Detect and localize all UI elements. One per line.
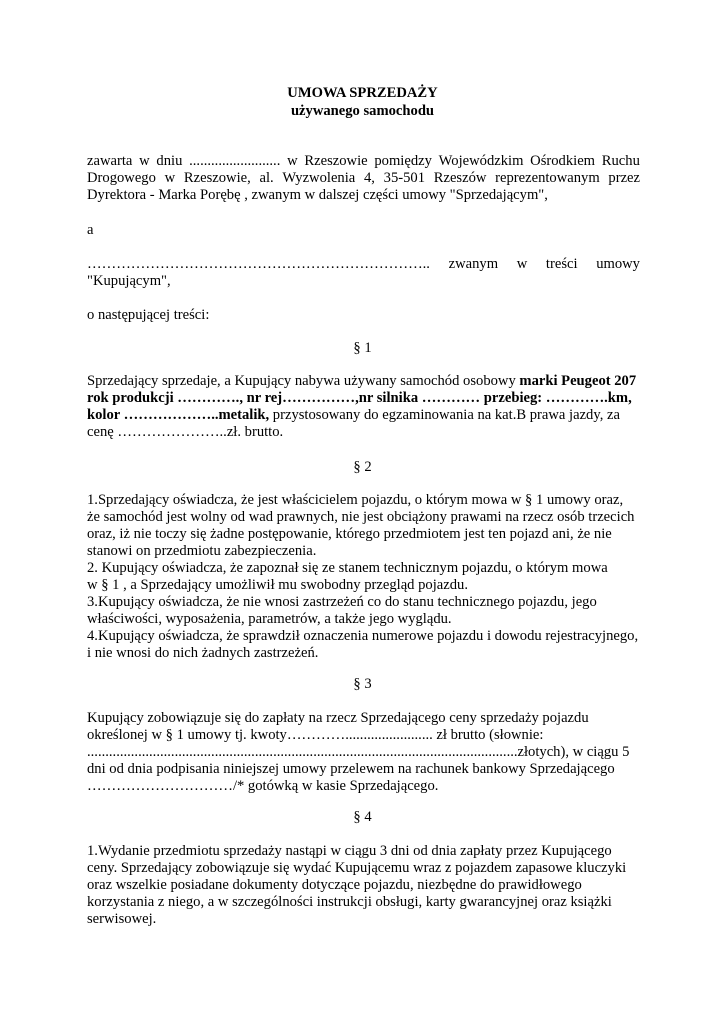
text-line: właściwości, wyposażenia, parametrów, a także jego wyglądu. — [87, 611, 452, 627]
text-line: ceny. Sprzedający zobowiązuje się wydać Kupującemu wraz z pojazdem zapasowe kluczyki — [87, 860, 627, 876]
text-line: 1.Sprzedający oświadcza, że jest właścicielem pojazdu, o którym mowa w § 1 umowy oraz, — [87, 492, 624, 508]
text-line: 4.Kupujący oświadcza, że sprawdził oznaczenia numerowe pojazdu i dowodu rejestracyjnego, — [87, 628, 639, 644]
buyer-paragraph — [87, 256, 640, 290]
following-text: o następującej treści: — [87, 307, 210, 323]
document-title: UMOWA SPRZEDAŻY — [287, 85, 438, 101]
text-line: korzystania z niego, a w szczególności instrukcji obsługi, karty gwarancyjnej oraz książki — [87, 894, 612, 910]
section-2-heading: § 2 — [353, 459, 372, 475]
text-line: dni od dnia podpisania niniejszej umowy przelewem na rachunek bankowy Sprzedającego — [87, 761, 615, 777]
and-word: a — [87, 222, 94, 238]
text-line: określonej w § 1 umowy tj. kwoty…………........................ zł brutto (słownie: — [87, 727, 544, 743]
justified-line: zawarta w dniu ......................... w Rzeszowie pomiędzy Wojewódzkim Ośrodkiem Ruchu — [87, 153, 640, 169]
text-line: i nie wnosi do nich żadnych zastrzeżeń. — [87, 645, 319, 661]
text-line: 1.Wydanie przedmiotu sprzedaży nastąpi w ciągu 3 dni od dnia zapłaty przez Kupującego — [87, 843, 612, 859]
text-line: kolor ………………..metalik, przystosowany do egzaminowania na kat.B prawa jazdy, za — [87, 407, 620, 423]
section-1-paragraph — [87, 373, 640, 441]
text-line: Dyrektora - Marka Porębę , zwanym w dalszej części umowy "Sprzedającym", — [87, 187, 548, 203]
text-line: że samochód jest wolny od wad prawnych, nie jest obciążony prawami na rzecz osób trzecich — [87, 509, 635, 525]
text-line: w § 1 , a Sprzedający umożliwił mu swobodny przegląd pojazdu. — [87, 577, 468, 593]
section-3-paragraph — [87, 710, 640, 795]
section-2-paragraph — [87, 492, 640, 662]
intro-paragraph — [87, 153, 640, 204]
text-line: oraz wszelkie posiadane dokumenty dotyczące pojazdu, niezbędne do prawidłowego — [87, 877, 582, 893]
text-line: serwisowej. — [87, 911, 157, 927]
text-line: Kupujący zobowiązuje się do zapłaty na rzecz Sprzedającego ceny sprzedaży pojazdu — [87, 710, 589, 726]
section-3-heading: § 3 — [353, 676, 372, 692]
text-line: 3.Kupujący oświadcza, że nie wnosi zastrzeżeń co do stanu technicznego pojazdu, jego — [87, 594, 597, 610]
text-line: rok produkcji …………., nr rej……………,nr silnika ………… przebieg: ………….km, — [87, 390, 632, 406]
text-line: oraz, iż nie toczy się żadne postępowanie, którego przedmiotem jest ten pojazd ani, że nie — [87, 526, 612, 542]
text-line: …………………………/* gotówką w kasie Sprzedającego. — [87, 778, 439, 794]
text-line: 2. Kupujący oświadcza, że zapoznał się ze stanem technicznym pojazdu, o którym mowa — [87, 560, 608, 576]
text-line: stanowi on przedmiotu zabezpieczenia. — [87, 543, 317, 559]
section-4-paragraph — [87, 843, 640, 928]
text-line: "Kupującym", — [87, 273, 171, 289]
text-line: ......................................................................................................................złotych), w ciągu 5 — [87, 744, 630, 760]
justified-line: …………………………………………………………….. zwanym w treści umowy — [87, 256, 640, 272]
text-line: Sprzedający sprzedaje, a Kupujący nabywa używany samochód osobowy marki Peugeot 207 — [87, 373, 637, 389]
section-4-heading: § 4 — [353, 809, 372, 825]
document-subtitle: używanego samochodu — [290, 103, 435, 119]
justified-line: Drogowego w Rzeszowie, al. Wyzwolenia 4, 35-501 Rzeszów reprezentowanym przez — [87, 170, 640, 186]
section-1-heading: § 1 — [353, 340, 372, 356]
text-line: cenę …………………..zł. brutto. — [87, 424, 284, 440]
